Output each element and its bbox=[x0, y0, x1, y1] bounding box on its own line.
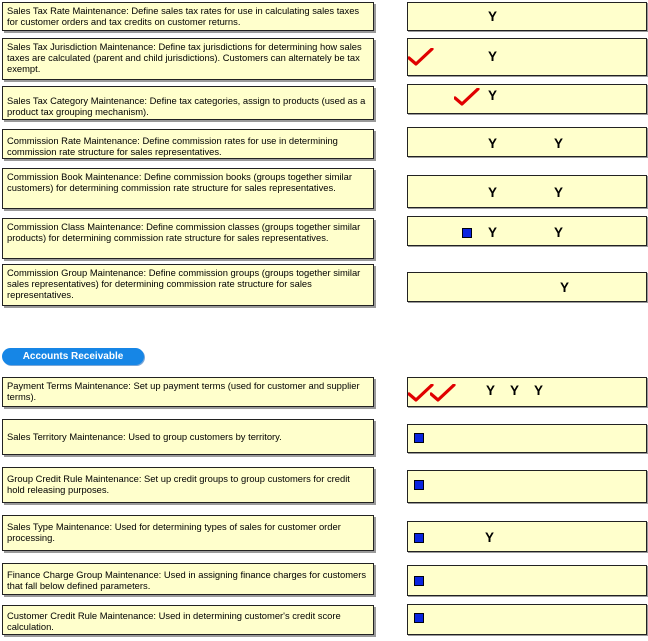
row-desc-sales-tax-category: Sales Tax Category Maintenance: Define tax categories, assign to products (used as a product tax grouping mechanism). bbox=[2, 86, 374, 120]
y-mark: Y bbox=[485, 530, 495, 545]
row-desc-customer-credit-rule: Customer Credit Rule Maintenance: Used in determining customer's credit score calculation. bbox=[2, 605, 374, 635]
row-marks-sales-territory bbox=[407, 424, 647, 453]
blue-square-icon bbox=[414, 613, 424, 623]
blue-square-icon bbox=[414, 533, 424, 543]
row-desc-finance-charge-group: Finance Charge Group Maintenance: Used in assigning finance charges for customers that fall below defined parameters. bbox=[2, 563, 374, 595]
row-desc-commission-class: Commission Class Maintenance: Define commission classes (groups together similar products) for determining commission rate structure for sales representatives. bbox=[2, 218, 374, 259]
y-mark: Y bbox=[488, 136, 498, 151]
section-label-accounts-receivable: Accounts Receivable bbox=[2, 348, 144, 365]
row-desc-payment-terms: Payment Terms Maintenance: Set up payment terms (used for customer and supplier terms). bbox=[2, 377, 374, 407]
y-mark: Y bbox=[554, 185, 564, 200]
row-marks-commission-rate bbox=[407, 127, 647, 157]
row-desc-sales-tax-jurisdiction: Sales Tax Jurisdiction Maintenance: Define tax jurisdictions for determining how sales taxes are calculated (parent and child jurisdictions). Customers can alternately be tax exempt. bbox=[2, 38, 374, 80]
row-desc-sales-tax-rate: Sales Tax Rate Maintenance: Define sales tax rates for use in calculating sales taxes for customer orders and tax credits on customer returns. bbox=[2, 2, 374, 31]
row-desc-sales-territory: Sales Territory Maintenance: Used to group customers by territory. bbox=[2, 419, 374, 455]
y-mark: Y bbox=[488, 225, 498, 240]
row-marks-commission-book bbox=[407, 175, 647, 208]
checkmark-icon bbox=[454, 88, 480, 106]
y-mark: Y bbox=[560, 280, 570, 295]
y-mark: Y bbox=[554, 225, 564, 240]
checkmark-icon bbox=[430, 384, 456, 402]
blue-square-icon bbox=[414, 433, 424, 443]
row-desc-sales-type: Sales Type Maintenance: Used for determining types of sales for customer order processing. bbox=[2, 515, 374, 551]
row-marks-payment-terms bbox=[407, 377, 647, 407]
y-mark: Y bbox=[554, 136, 564, 151]
row-marks-sales-type bbox=[407, 521, 647, 552]
blue-square-icon bbox=[414, 576, 424, 586]
checkmark-icon bbox=[408, 48, 434, 66]
blue-square-icon bbox=[414, 480, 424, 490]
row-marks-finance-charge-group bbox=[407, 565, 647, 596]
y-mark: Y bbox=[488, 185, 498, 200]
row-marks-customer-credit-rule bbox=[407, 604, 647, 635]
row-desc-commission-book: Commission Book Maintenance: Define commission books (groups together similar customers) for determining commission rate structure for sales representatives. bbox=[2, 168, 374, 209]
row-marks-commission-class bbox=[407, 216, 647, 246]
row-marks-sales-tax-category bbox=[407, 84, 647, 114]
blue-square-icon bbox=[462, 228, 472, 238]
y-mark: Y bbox=[534, 383, 544, 398]
row-desc-group-credit-rule: Group Credit Rule Maintenance: Set up credit groups to group customers for credit hold releasing purposes. bbox=[2, 467, 374, 503]
row-desc-commission-group: Commission Group Maintenance: Define commission groups (groups together similar sales representatives) for determining commission rate structure for sales representatives. bbox=[2, 264, 374, 306]
y-mark: Y bbox=[488, 9, 498, 24]
row-marks-commission-group bbox=[407, 272, 647, 302]
y-mark: Y bbox=[486, 383, 496, 398]
y-mark: Y bbox=[510, 383, 520, 398]
row-marks-sales-tax-jurisdiction bbox=[407, 38, 647, 76]
row-desc-commission-rate: Commission Rate Maintenance: Define commission rates for use in determining commission rate structure for sales representatives. bbox=[2, 129, 374, 159]
y-mark: Y bbox=[488, 88, 498, 103]
row-marks-group-credit-rule bbox=[407, 470, 647, 503]
row-marks-sales-tax-rate bbox=[407, 2, 647, 31]
y-mark: Y bbox=[488, 49, 498, 64]
